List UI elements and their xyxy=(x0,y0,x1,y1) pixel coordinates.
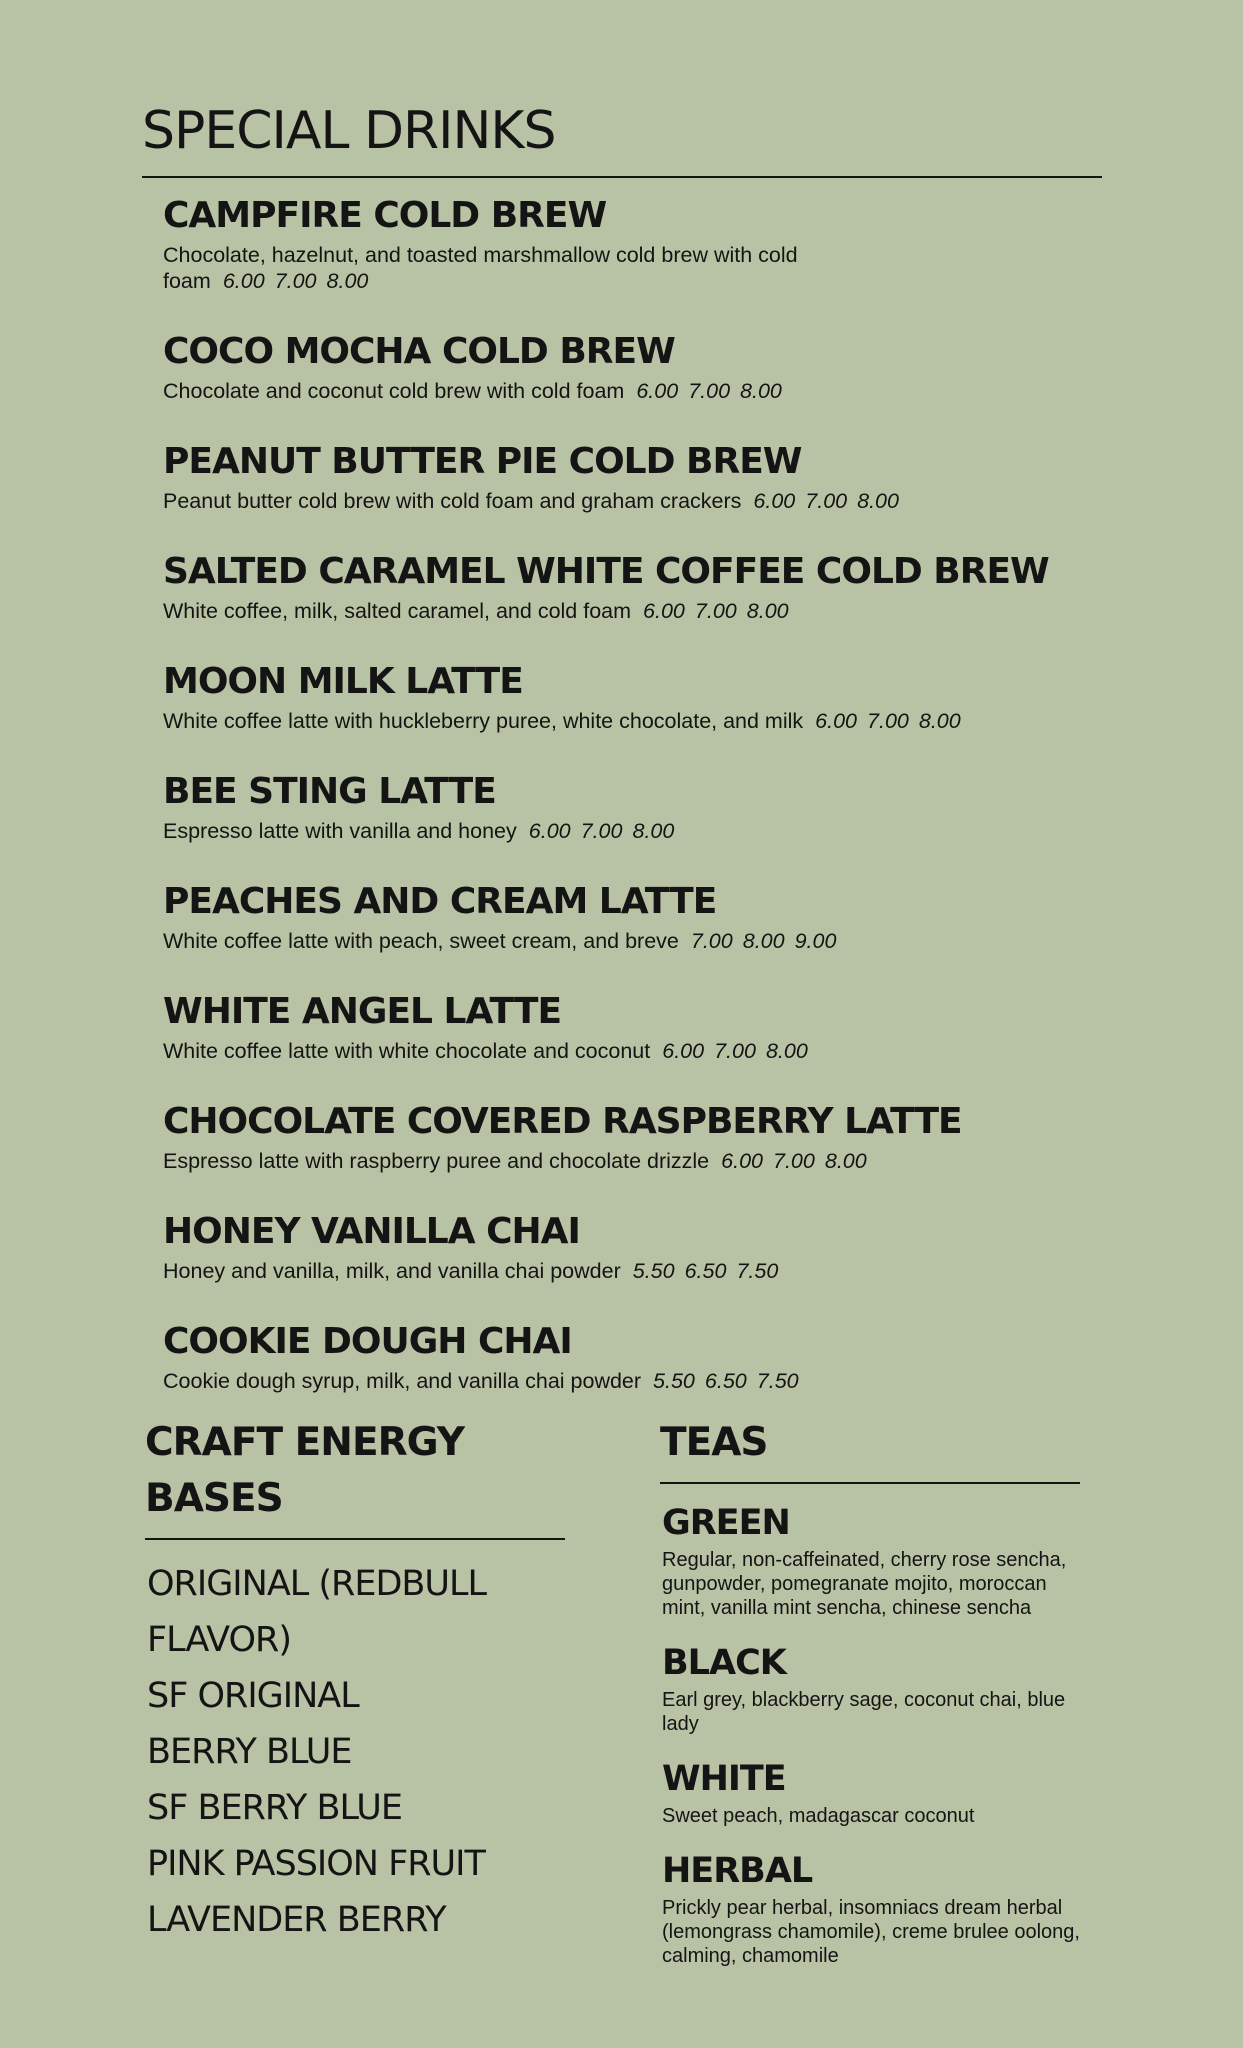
price: 8.00 xyxy=(742,929,785,953)
price: 8.00 xyxy=(326,269,369,293)
drink-prices xyxy=(223,269,369,293)
drink-prices xyxy=(753,489,899,513)
drink-item xyxy=(163,328,1163,404)
drink-name: WHITE ANGEL LATTE xyxy=(163,991,562,1032)
drink-description-text: White coffee, milk, salted caramel, and cold foam xyxy=(163,599,632,623)
tea-description: Sweet peach, madagascar coconut xyxy=(662,1805,975,1827)
price: 8.00 xyxy=(740,379,782,403)
energy-base-item: LAVENDER BERRY xyxy=(147,1900,446,1940)
drink-description-text: Honey and vanilla, milk, and vanilla chai powder xyxy=(163,1259,621,1283)
price: 7.00 xyxy=(773,1149,815,1173)
tea-name: GREEN xyxy=(662,1503,790,1543)
drink-item xyxy=(163,878,1163,954)
drink-item xyxy=(163,768,1163,844)
drink-name: SALTED CARAMEL WHITE COFFEE COLD BREW xyxy=(163,551,1049,592)
drink-name: CAMPFIRE COLD BREW xyxy=(163,195,607,236)
drink-name: CHOCOLATE COVERED RASPBERRY LATTE xyxy=(163,1101,962,1142)
drink-description-text: Chocolate and coconut cold brew with cold foam xyxy=(163,379,625,403)
energy-base-item: PINK PASSION FRUIT xyxy=(147,1844,485,1884)
price: 6.00 xyxy=(643,599,685,623)
tea-name: BLACK xyxy=(662,1643,786,1683)
price: 7.00 xyxy=(688,379,731,403)
drink-prices xyxy=(691,929,837,953)
price: 6.00 xyxy=(753,489,796,513)
price: 8.00 xyxy=(857,489,899,513)
price: 6.00 xyxy=(528,819,571,843)
drink-prices xyxy=(636,379,782,403)
drink-prices xyxy=(653,1369,799,1393)
drink-prices xyxy=(721,1149,867,1173)
drink-description xyxy=(163,928,1163,954)
drink-name: PEANUT BUTTER PIE COLD BREW xyxy=(163,441,802,482)
price: 8.00 xyxy=(765,1039,808,1063)
price: 5.50 xyxy=(653,1369,695,1393)
price: 6.00 xyxy=(222,269,265,293)
drink-description-line: Chocolate, hazelnut, and toasted marshmallow cold brew with cold xyxy=(163,243,798,267)
energy-base-item: SF BERRY BLUE xyxy=(147,1788,403,1828)
drink-description-text: Espresso latte with vanilla and honey xyxy=(163,819,517,843)
price: 7.00 xyxy=(694,599,737,623)
price: 8.00 xyxy=(632,819,675,843)
energy-base-item: BERRY BLUE xyxy=(147,1732,352,1772)
drink-description-text: foam xyxy=(163,269,211,293)
drink-name: PEACHES AND CREAM LATTE xyxy=(163,881,717,922)
energy-divider xyxy=(145,1538,565,1540)
drink-description xyxy=(163,378,1163,404)
price: 8.00 xyxy=(824,1149,867,1173)
drink-description-text: White coffee latte with huckleberry puree, white chocolate, and milk xyxy=(163,709,804,733)
drink-name: COOKIE DOUGH CHAI xyxy=(163,1321,572,1362)
drink-description xyxy=(163,598,1163,624)
drink-description-text: Espresso latte with raspberry puree and chocolate drizzle xyxy=(163,1149,710,1173)
drink-name: COCO MOCHA COLD BREW xyxy=(163,331,675,372)
drink-description-text: White coffee latte with peach, sweet cream, and breve xyxy=(163,929,679,953)
drink-description xyxy=(163,1038,1163,1064)
teas-section xyxy=(660,1415,1090,1988)
energy-list xyxy=(147,1556,575,1948)
drink-description xyxy=(163,1148,1163,1174)
drink-description xyxy=(163,708,1163,734)
price: 7.00 xyxy=(690,929,733,953)
price: 6.00 xyxy=(662,1039,705,1063)
price: 8.00 xyxy=(746,599,789,623)
drink-name: HONEY VANILLA CHAI xyxy=(163,1211,580,1252)
teas-title: TEAS xyxy=(660,1420,768,1465)
tea-item xyxy=(662,1756,1090,1828)
drink-description-text: Cookie dough syrup, milk, and vanilla chai powder xyxy=(163,1369,642,1393)
drink-prices xyxy=(529,819,675,843)
drink-item xyxy=(163,548,1163,624)
drink-description xyxy=(163,1368,1163,1394)
drink-item xyxy=(163,192,1163,294)
teas-divider xyxy=(660,1482,1080,1484)
drink-prices xyxy=(633,1259,779,1283)
drink-item xyxy=(163,1208,1163,1284)
price: 6.00 xyxy=(721,1149,763,1173)
price: 7.00 xyxy=(580,819,623,843)
price: 6.50 xyxy=(704,1369,747,1393)
special-drinks-list xyxy=(163,192,1163,1428)
price: 6.50 xyxy=(684,1259,727,1283)
tea-item xyxy=(662,1848,1090,1968)
drink-item xyxy=(163,438,1163,514)
drink-description xyxy=(163,488,1163,514)
tea-name: HERBAL xyxy=(662,1851,813,1891)
tea-description: Prickly pear herbal, insomniacs dream herbal (lemongrass chamomile), creme brulee oolong, calming, chamomile xyxy=(662,1897,1080,1967)
drink-description xyxy=(163,1258,1163,1284)
special-drinks-title: SPECIAL DRINKS xyxy=(142,101,556,161)
tea-item xyxy=(662,1640,1090,1736)
tea-name: WHITE xyxy=(662,1759,786,1799)
price: 9.00 xyxy=(794,929,837,953)
price: 7.50 xyxy=(756,1369,799,1393)
drink-prices xyxy=(815,709,961,733)
price: 7.00 xyxy=(805,489,848,513)
price: 6.00 xyxy=(815,709,858,733)
tea-description: Regular, non-caffeinated, cherry rose sencha, gunpowder, pomegranate mojito, moroccan mint, vanilla mint sencha, chinese sencha xyxy=(662,1549,1067,1619)
drink-item xyxy=(163,658,1163,734)
drink-prices xyxy=(643,599,789,623)
energy-section xyxy=(145,1415,575,1948)
price: 7.00 xyxy=(714,1039,756,1063)
price: 6.00 xyxy=(636,379,679,403)
drink-prices xyxy=(662,1039,808,1063)
drink-item xyxy=(163,1098,1163,1174)
price: 7.00 xyxy=(867,709,909,733)
drink-description xyxy=(163,242,1163,294)
drink-description-text: White coffee latte with white chocolate and coconut xyxy=(163,1039,651,1063)
drink-description-text: Peanut butter cold brew with cold foam and graham crackers xyxy=(163,489,742,513)
teas-list xyxy=(662,1500,1090,1968)
energy-title: CRAFT ENERGY BASES xyxy=(145,1420,465,1521)
energy-base-item: SF ORIGINAL xyxy=(147,1676,359,1716)
price: 5.50 xyxy=(632,1259,675,1283)
drink-description xyxy=(163,818,1163,844)
title-divider xyxy=(142,176,1102,178)
drink-item xyxy=(163,1318,1163,1394)
drink-item xyxy=(163,988,1163,1064)
energy-base-item: ORIGINAL (REDBULL FLAVOR) xyxy=(147,1564,487,1660)
price: 8.00 xyxy=(918,709,961,733)
tea-item xyxy=(662,1500,1090,1620)
price: 7.50 xyxy=(736,1259,779,1283)
drink-name: BEE STING LATTE xyxy=(163,771,496,812)
tea-description: Earl grey, blackberry sage, coconut chai, blue lady xyxy=(662,1689,1066,1735)
price: 7.00 xyxy=(274,269,317,293)
drink-name: MOON MILK LATTE xyxy=(163,661,523,702)
